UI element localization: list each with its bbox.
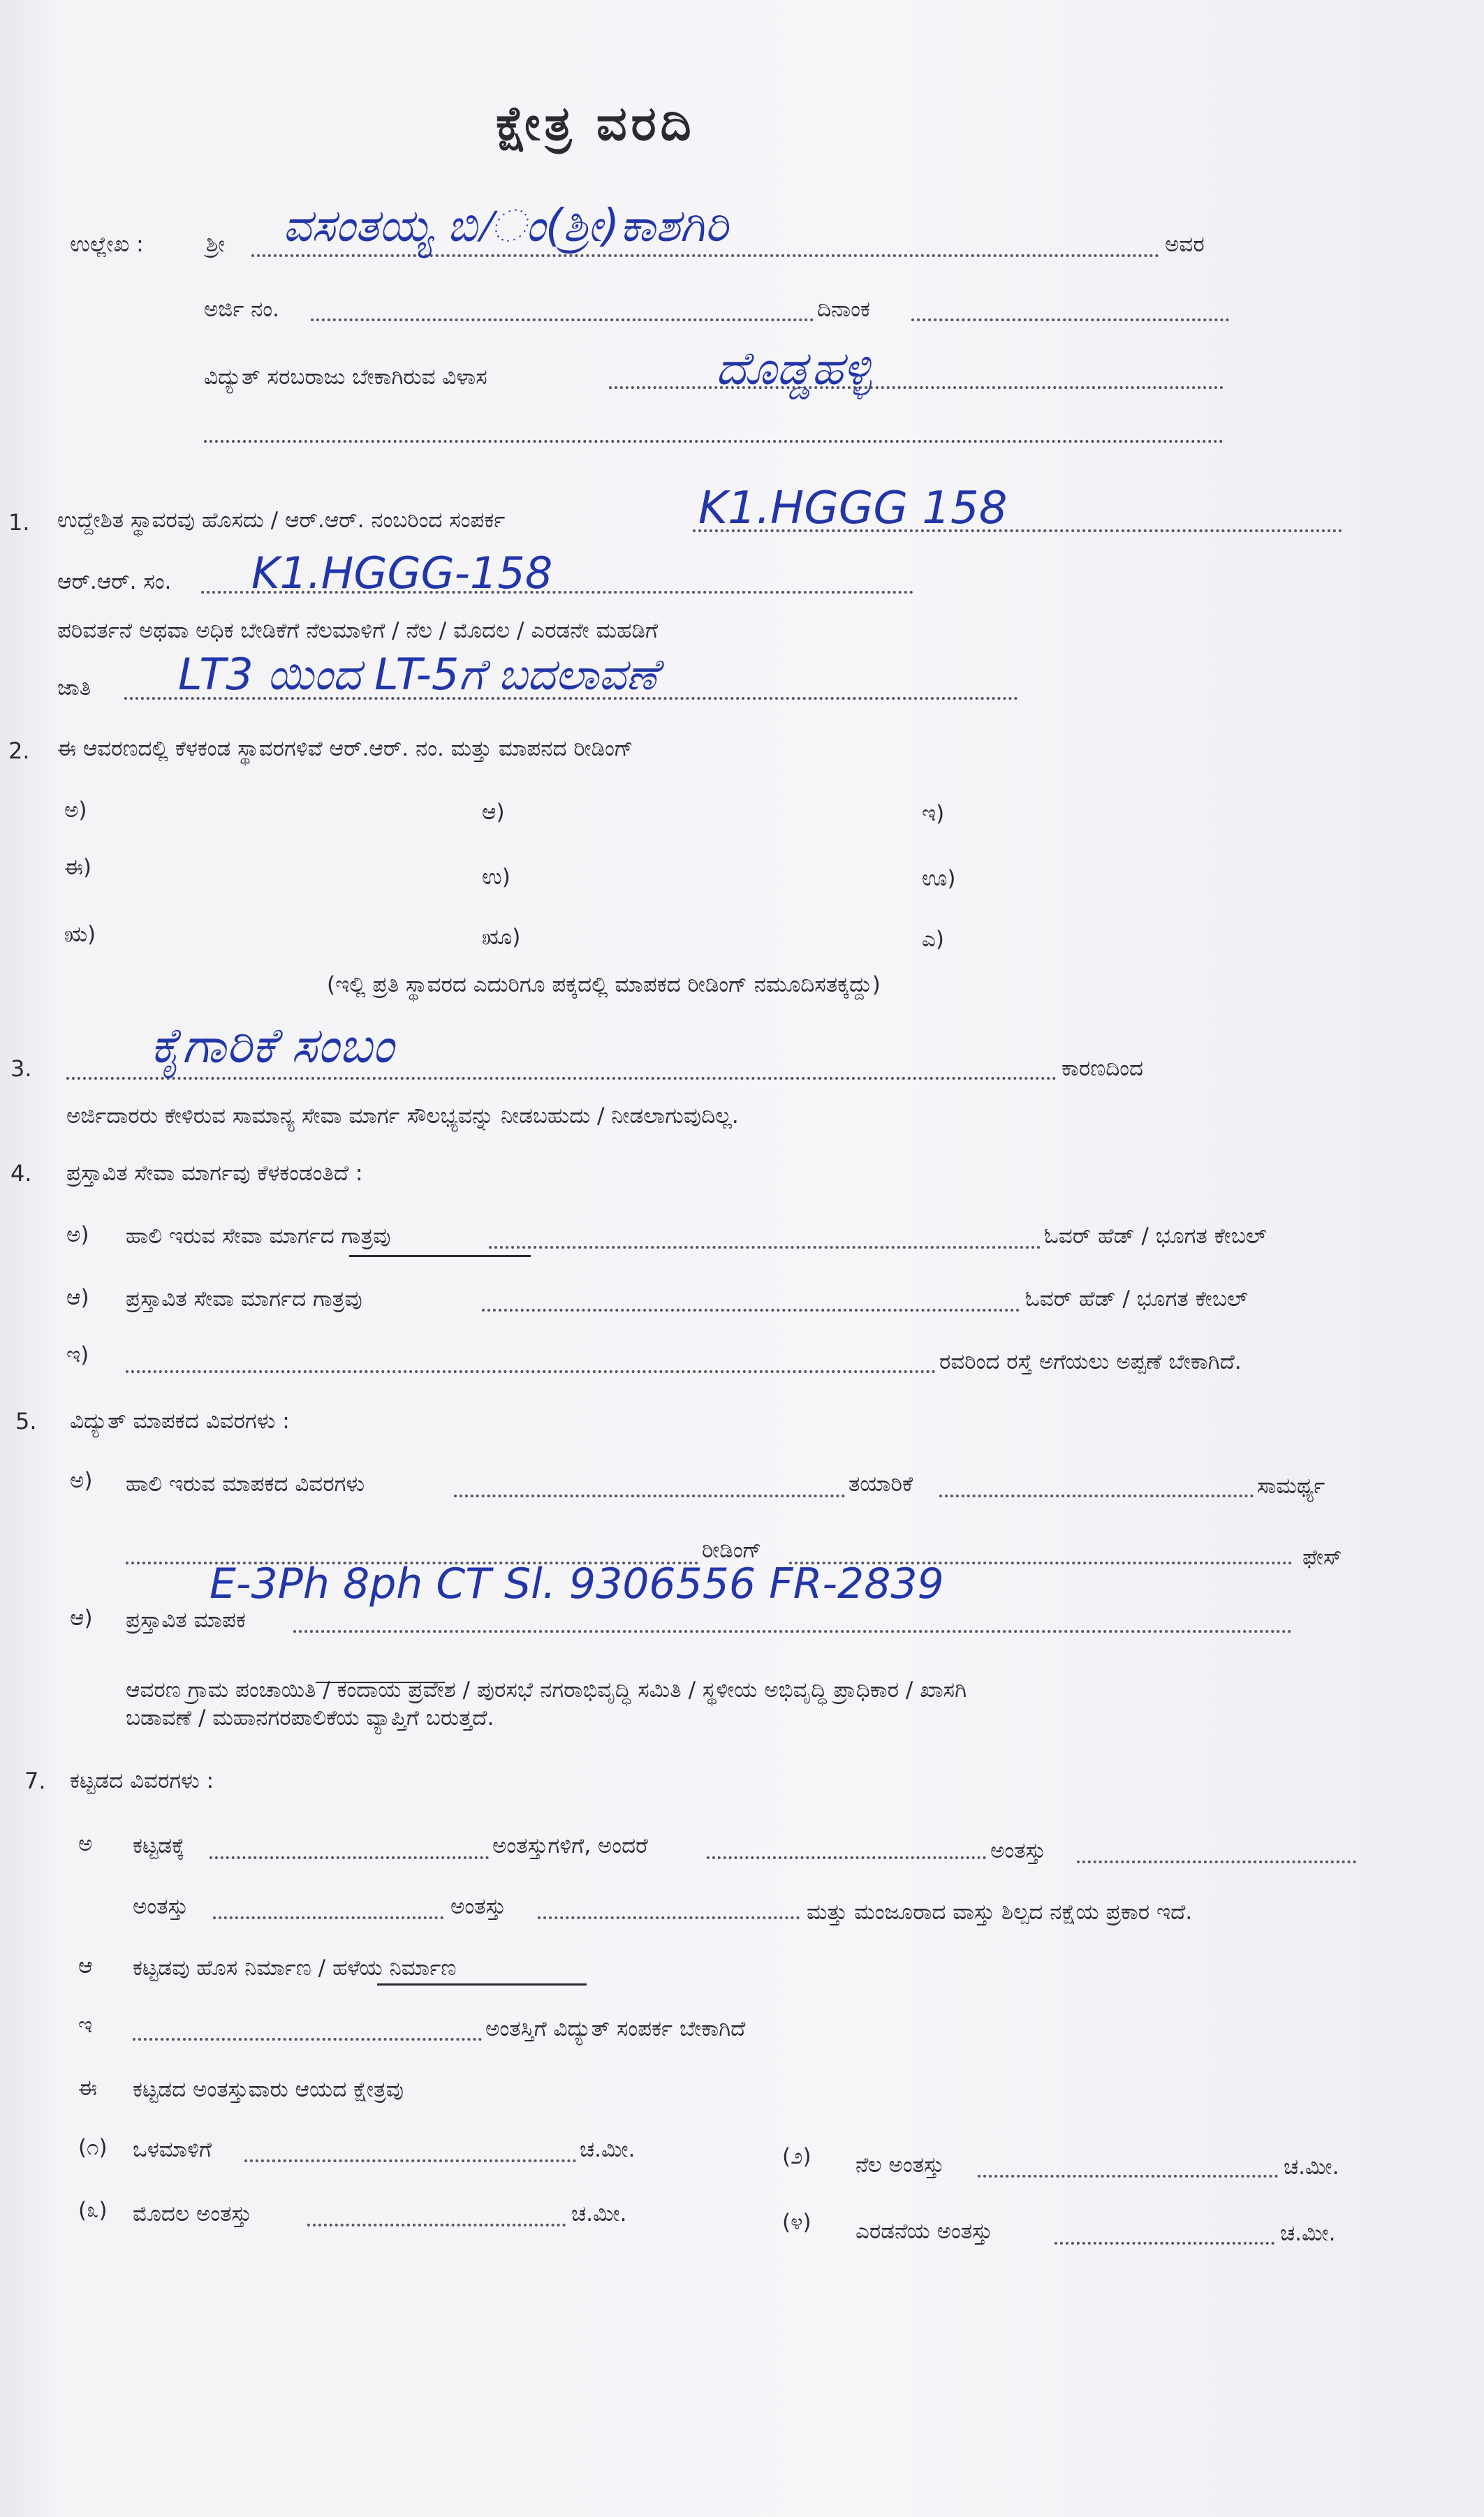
s4-number: 4. [10,1160,32,1187]
s2-item-i: ಇ) [922,801,945,826]
s4-c-label: ಇ) [66,1342,89,1367]
s4-c-end: ರವರಿಂದ ರಸ್ತೆ ಅಗೆಯಲು ಅಪ್ಪಣೆ ಬೇಕಾಗಿದೆ. [939,1349,1242,1374]
s5-b-dots [293,1630,1292,1633]
s7-area-1-unit: ಚ.ಮೀ. [580,2137,636,2162]
s2-item-ruu: ೠ) [482,925,521,950]
s7-area-3-dots [307,2224,566,2226]
s7-b-label: ಆ [78,1953,93,1979]
s3-number: 3. [10,1055,32,1082]
s2-item-ru: ಋ) [64,922,96,947]
s7-area-2-idx: (೨) [782,2144,811,2169]
s2-heading: ಈ ಆವರಣದಲ್ಲಿ ಕೆಳಕಂಡ ಸ್ಥಾವರಗಳಿವೆ ಆರ್.ಆರ್. ನಂ. ಮತ್ತು ಮಾಪನದ ರೀಡಿಂಗ್ [57,736,633,761]
s7-area-1-dots [244,2159,576,2162]
s1-line1-handwritten: K1.HGGG 158 [698,483,1008,534]
s7-area-2-dots [978,2175,1278,2178]
s7-a-dots-2 [707,1856,986,1859]
s5-a-dots-1 [454,1495,845,1497]
s4-c-dots [126,1370,936,1373]
s7-c-label: ಇ [78,2013,93,2038]
s2-item-ii: ಈ) [64,855,92,880]
s7-area-4-unit: ಚ.ಮೀ. [1280,2221,1336,2246]
address-handwritten: ದೊಡ್ಡಹಳ್ಳಿ [716,342,872,395]
s7-area-2-unit: ಚ.ಮೀ. [1284,2155,1339,2180]
s7-a-dots-3 [1077,1861,1356,1863]
application-no-label: ಅರ್ಜಿ ನಂ. [204,297,279,322]
s2-item-e: ಎ) [922,927,944,952]
s4-a-label: ಅ) [66,1222,89,1247]
s1-number: 1. [8,509,30,536]
s5-a-dots-2 [939,1495,1254,1497]
s5-a-text: ಹಾಲಿ ಇರುವ ಮಾಪಕದ ವಿವರಗಳು [126,1472,365,1497]
s4-a-dots [489,1246,1041,1249]
s5-b-text: ಪ್ರಸ್ತಾವಿತ ಮಾಪಕ [126,1608,246,1633]
s7-b-text: ಕಟ್ಟಡವು ಹೊಸ ನಿರ್ಮಾಣ / ಹಳೆಯ ನಿರ್ಮಾಣ [133,1955,457,1981]
s5-number: 5. [15,1408,37,1434]
s3-reason: ಕಾರಣದಿಂದ [1061,1056,1144,1081]
s7-number: 7. [24,1768,46,1794]
address-label: ವಿದ್ಯುತ್ ಸರಬರಾಜು ಬೇಕಾಗಿರುವ ವಿಳಾಸ [204,365,487,390]
s2-item-a: ಅ) [64,798,87,823]
s2-note: (ಇಲ್ಲಿ ಪ್ರತಿ ಸ್ಥಾವರದ ಎದುರಿಗೂ ಪಕ್ಕದಲ್ಲಿ ಮಾಪಕದ ರೀಡಿಂಗ್ ನಮೂದಿಸತಕ್ಕದ್ದು) [327,972,881,997]
s5-a-label: ಅ) [70,1468,93,1493]
s7-a-label: ಅ [78,1831,93,1856]
s2-item-uu: ಊ) [922,866,956,891]
s7-area-4-dots [1055,2242,1274,2245]
s7-area-2-label: ನೆಲ ಅಂತಸ್ತು [855,2152,944,2178]
s5-b-handwritten: E-3Ph 8ph CT Sl. 9306556 FR-2839 [210,1560,944,1608]
s1-line1: ಉದ್ದೇಶಿತ ಸ್ಥಾವರವು ಹೊಸದು / ಆರ್.ಆರ್. ನಂಬರಿಂದ ಸಂಪರ್ಕ [57,508,506,533]
shri-label: ಶ್ರೀ [206,232,226,257]
s7-a2-dots-1 [213,1916,443,1919]
s5-phase: ಫೇಸ್ [1302,1545,1342,1570]
s7-a2-dots-2 [538,1916,800,1919]
s2-number: 2. [8,738,30,764]
date-line [911,318,1229,321]
ref-label: ಉಲ್ಲೇಖ : [70,232,144,257]
s7-c-dots [133,2038,482,2041]
s7-area-3-idx: (೩) [78,2198,108,2223]
s7-a-text1: ಕಟ್ಟಡಕ್ಕೆ [133,1833,185,1858]
jati-handwritten: LT3 ಯಿಂದ LT-5ಗೆ ಬದಲಾವಣೆ [178,649,659,700]
s5-underline-panchayat [316,1682,445,1683]
application-no-line [311,318,814,321]
address-line [609,386,1224,389]
s3-handwritten: ಕೈಗಾರಿಕೆ ಸಂಬಂ [150,1017,394,1074]
s7-b-underline [377,1983,587,1986]
s4-a-underline [349,1255,531,1257]
s7-area-1-idx: (೧) [78,2135,108,2160]
s5-heading: ವಿದ್ಯುತ್ ಮಾಪಕದ ವಿವರಗಳು : [70,1409,290,1434]
name-dotted-line [251,254,1159,257]
s4-heading: ಪ್ರಸ್ತಾವಿತ ಸೇವಾ ಮಾರ್ಗವು ಕೆಳಕಂಡಂತಿದೆ : [66,1161,363,1186]
s7-area-3-unit: ಚ.ಮೀ. [571,2201,627,2226]
s3-line2: ಅರ್ಜಿದಾರರು ಕೇಳಿರುವ ಸಾಮಾನ್ಯ ಸೇವಾ ಮಾರ್ಗ ಸೌಲಭ್ಯವನ್ನು ನೀಡಬಹುದು / ನೀಡಲಾಗುವುದಿಲ್ಲ. [66,1103,739,1129]
s5-capacity: ಸಾಮರ್ಥ್ಯ [1257,1474,1325,1499]
s7-area-3-label: ಮೊದಲ ಅಂತಸ್ತು [133,2201,252,2226]
s7-a-text3: ಅಂತಸ್ತು [990,1838,1046,1863]
avara-label: ಅವರ [1165,232,1205,257]
s5-reading: ರೀಡಿಂಗ್ [702,1538,762,1563]
s5-line3: ಆವರಣ ಗ್ರಾಮ ಪಂಚಾಯಿತಿ / ಕಂದಾಯ ಪ್ರವೇಶ / ಪುರಸಭೆ ನಗರಾಭಿವೃದ್ಧಿ ಸಮಿತಿ / ಸ್ಥಳೀಯ ಅಭಿವೃದ್ಧಿ ಪ್ರಾಧಿಕಾರ / ಖಾಸಗಿ [126,1678,967,1703]
s7-area-1-label: ಒಳಮಾಳಿಗೆ [133,2137,212,2162]
s4-b-text: ಪ್ರಸ್ತಾವಿತ ಸೇವಾ ಮಾರ್ಗದ ಗಾತ್ರವು [126,1286,362,1312]
s7-d-label: ಈ [78,2076,97,2101]
s4-b-end: ಓವರ್ ಹೆಡ್ / ಭೂಗತ ಕೇಬಲ್ [1025,1286,1248,1312]
s7-area-4-label: ಎರಡನೆಯ ಅಂತಸ್ತು [855,2219,993,2244]
s4-a-text: ಹಾಲಿ ಇರುವ ಸೇವಾ ಮಾರ್ಗದ ಗಾತ್ರವು [126,1224,391,1249]
form-title: ಕ್ಷೇತ್ರ ವರದಿ [496,96,696,152]
s7-area-4-idx: (೪) [782,2210,811,2235]
s5-b-label: ಆ) [70,1606,93,1631]
rr-label: ಆರ್.ಆರ್. ಸಂ. [57,569,172,594]
s7-a-text2: ಅಂತಸ್ತುಗಳಿಗೆ, ಅಂದರೆ [492,1833,648,1858]
s7-a2-text1: ಅಂತಸ್ತು [133,1894,189,1919]
s2-item-aa: ಆ) [482,800,505,825]
jati-label: ಜಾತಿ [57,675,91,700]
s5-maker: ತಯಾರಿಕೆ [848,1472,913,1497]
s7-heading: ಕಟ್ಟಡದ ವಿವರಗಳು : [70,1768,214,1793]
s1-line3: ಪರಿವರ್ತನೆ ಅಥವಾ ಅಧಿಕ ಬೇಡಿಕೆಗೆ ನೆಲಮಾಳಿಗೆ / ನೆಲ / ಮೊದಲ / ಎರಡನೇ ಮಹಡಿಗೆ [57,618,659,643]
date-label: ದಿನಾಂಕ [817,297,870,322]
name-handwritten: ವಸಂತಯ್ಯ ಬಿ/ಂ(ಶ್ರೀ)ಕಾಶಗಿರಿ [283,200,728,252]
s5-line4: ಬಡಾವಣೆ / ಮಹಾನಗರಪಾಲಿಕೆಯ ವ್ಯಾಪ್ತಿಗೆ ಬರುತ್ತದೆ. [126,1705,494,1731]
s4-b-dots [482,1309,1020,1312]
address-line-2 [204,440,1224,443]
s3-dots [66,1077,1057,1080]
s7-a2-text2: ಅಂತಸ್ತು [450,1894,506,1919]
s7-d-text: ಕಟ್ಟಡದ ಅಂತಸ್ತುವಾರು ಆಯದ ಕ್ಷೇತ್ರವು [133,2077,404,2102]
s7-a2-text3: ಮತ್ತು ಮಂಜೂರಾದ ವಾಸ್ತು ಶಿಲ್ಪದ ನಕ್ಷೆಯ ಪ್ರಕಾರ ಇದೆ. [807,1900,1193,1925]
s7-a-dots-1 [210,1856,489,1859]
s2-item-u: ಉ) [482,865,510,890]
s4-a-end: ಓವರ್ ಹೆಡ್ / ಭೂಗತ ಕೇಬಲ್ [1044,1224,1267,1249]
s4-b-label: ಆ) [66,1285,89,1310]
rr-handwritten: K1.HGGG-158 [251,548,553,599]
s7-c-text: ಅಂತಸ್ತಿಗೆ ವಿದ್ಯುತ್ ಸಂಪರ್ಕ ಬೇಕಾಗಿದೆ [485,2016,746,2041]
